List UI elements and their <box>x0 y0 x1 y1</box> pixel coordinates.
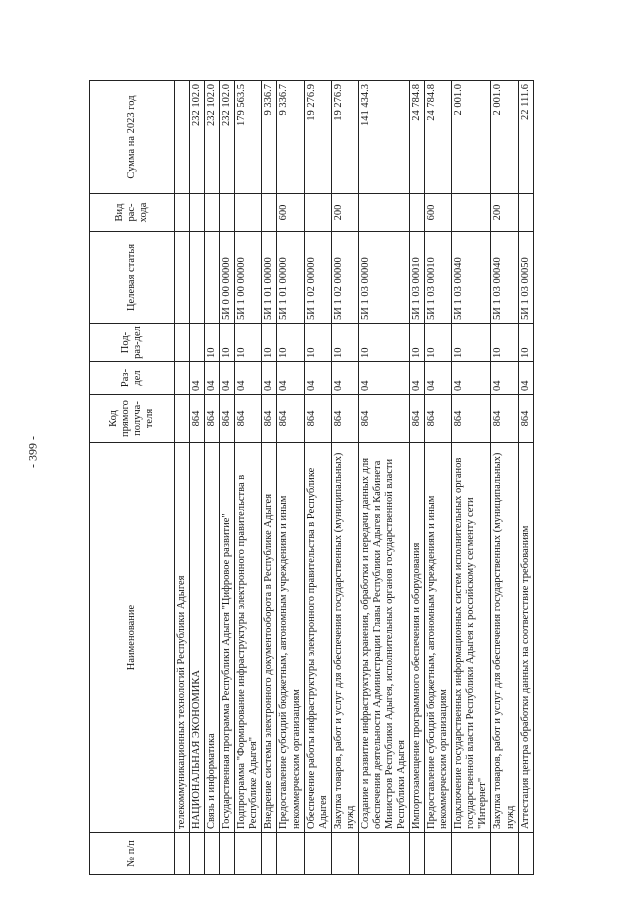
cell-num <box>331 833 358 875</box>
cell-target <box>190 232 205 324</box>
table-row <box>304 81 331 875</box>
cell-name: Закупка товаров, работ и услуг для обеспечения государственных (муниципальных) нужд <box>331 443 358 833</box>
cell-name: Создание и развитие инфраструктуры хранения, обработки и передачи данных для обеспечения деятельности Администрации Главы Республики Адыгея и Кабинета Министров Республики Адыгея, исполнительных органов государственной власти Республики Адыгея <box>358 443 409 833</box>
cell-section: 04 <box>235 362 262 395</box>
cell-name: Подпрограмма "Формирование инфраструктуры электронного правительства в Республике Адыгея" <box>235 443 262 833</box>
cell-target: 5И 1 00 00000 <box>235 232 262 324</box>
table-row <box>277 81 304 875</box>
cell-section: 04 <box>205 362 220 395</box>
table-row <box>452 81 491 875</box>
cell-code: 864 <box>425 395 452 443</box>
cell-exp-type <box>358 194 409 232</box>
cell-num <box>235 833 262 875</box>
cell-subsection: 10 <box>220 324 235 362</box>
cell-section: 04 <box>277 362 304 395</box>
cell-section: 04 <box>518 362 533 395</box>
cell-num <box>175 833 190 875</box>
page-number: - 399 - <box>25 436 40 468</box>
cell-target: 5И 1 03 00050 <box>518 232 533 324</box>
cell-subsection: 10 <box>331 324 358 362</box>
cell-name: Внедрение системы электронного документооборота в Республике Адыгея <box>262 443 277 833</box>
cell-num <box>304 833 331 875</box>
cell-section: 04 <box>425 362 452 395</box>
cell-subsection: 10 <box>425 324 452 362</box>
header-name: Наименование <box>90 443 175 833</box>
cell-code: 864 <box>358 395 409 443</box>
cell-section: 04 <box>190 362 205 395</box>
cell-num <box>518 833 533 875</box>
cell-exp-type: 600 <box>277 194 304 232</box>
cell-amount: 24 784.8 <box>410 81 425 194</box>
cell-code: 864 <box>452 395 491 443</box>
cell-name: Связь и информатика <box>205 443 220 833</box>
header-code: Код прямого получа-теля <box>90 395 175 443</box>
cell-amount: 2 001.0 <box>452 81 491 194</box>
cell-name: Подключение государственных информационных систем исполнительных органов государственной власти Республики Адыгея к российскому сегменту сети "Интернет" <box>452 443 491 833</box>
table-row <box>518 81 533 875</box>
cell-num <box>410 833 425 875</box>
cell-subsection <box>190 324 205 362</box>
cell-name: Аттестация центра обработки данных на соответствие требованиям <box>518 443 533 833</box>
cell-exp-type <box>452 194 491 232</box>
cell-code: 864 <box>205 395 220 443</box>
cell-subsection: 10 <box>518 324 533 362</box>
table-row <box>410 81 425 875</box>
cell-target: 5И 1 03 00000 <box>358 232 409 324</box>
cell-exp-type <box>262 194 277 232</box>
table-row <box>425 81 452 875</box>
cell-amount: 232 102.0 <box>220 81 235 194</box>
cell-num <box>277 833 304 875</box>
cell-section <box>175 362 190 395</box>
cell-name: телекоммуникационных технологий Республики Адыгея <box>175 443 190 833</box>
cell-code: 864 <box>277 395 304 443</box>
cell-code: 864 <box>491 395 518 443</box>
header-section: Раз-дел <box>90 362 175 395</box>
cell-target <box>175 232 190 324</box>
header-row <box>90 81 175 875</box>
header-exp-type: Вид рас-хода <box>90 194 175 232</box>
table-row <box>220 81 235 875</box>
table-row <box>190 81 205 875</box>
cell-amount: 232 102.0 <box>190 81 205 194</box>
cell-exp-type: 600 <box>425 194 452 232</box>
header-subsection: Под-раз-дел <box>90 324 175 362</box>
cell-subsection: 10 <box>491 324 518 362</box>
cell-subsection: 10 <box>205 324 220 362</box>
cell-section: 04 <box>220 362 235 395</box>
cell-amount: 179 563.5 <box>235 81 262 194</box>
table-row <box>358 81 409 875</box>
cell-name: Предоставление субсидий бюджетным, автономным учреждениям и иным некоммерческим организациям <box>277 443 304 833</box>
table-body <box>175 81 534 875</box>
cell-name: Предоставление субсидий бюджетным, автономным учреждениям и иным некоммерческим организациям <box>425 443 452 833</box>
cell-amount <box>175 81 190 194</box>
cell-name: Обеспечение работы инфраструктуры электронного правительства в Республике Адыгея <box>304 443 331 833</box>
cell-target: 5И 1 03 00010 <box>425 232 452 324</box>
cell-name: Импортозамещение программного обеспечения и оборудования <box>410 443 425 833</box>
header-amount: Сумма на 2023 год <box>90 81 175 194</box>
budget-table <box>89 80 534 875</box>
cell-num <box>220 833 235 875</box>
cell-section: 04 <box>331 362 358 395</box>
cell-num <box>205 833 220 875</box>
cell-code: 864 <box>518 395 533 443</box>
cell-exp-type: 200 <box>491 194 518 232</box>
cell-subsection: 10 <box>304 324 331 362</box>
cell-target: 5И 1 02 00000 <box>304 232 331 324</box>
cell-amount: 232 102.0 <box>205 81 220 194</box>
cell-target: 5И 1 01 00000 <box>277 232 304 324</box>
cell-amount: 9 336.7 <box>277 81 304 194</box>
header-num: № п/п <box>90 833 175 875</box>
cell-exp-type <box>304 194 331 232</box>
cell-subsection <box>175 324 190 362</box>
cell-target: 5И 1 03 00040 <box>452 232 491 324</box>
cell-subsection: 10 <box>358 324 409 362</box>
cell-code: 864 <box>190 395 205 443</box>
cell-code: 864 <box>262 395 277 443</box>
cell-num <box>425 833 452 875</box>
cell-exp-type <box>410 194 425 232</box>
header-target: Целевая статья <box>90 232 175 324</box>
cell-target: 5И 1 02 00000 <box>331 232 358 324</box>
cell-code: 864 <box>304 395 331 443</box>
cell-code: 864 <box>235 395 262 443</box>
cell-section: 04 <box>452 362 491 395</box>
cell-code <box>175 395 190 443</box>
cell-amount: 22 111.6 <box>518 81 533 194</box>
cell-num <box>452 833 491 875</box>
cell-code: 864 <box>410 395 425 443</box>
cell-exp-type <box>235 194 262 232</box>
table-row <box>175 81 190 875</box>
cell-section: 04 <box>304 362 331 395</box>
cell-target: 5И 1 01 00000 <box>262 232 277 324</box>
cell-amount: 141 434.3 <box>358 81 409 194</box>
cell-subsection: 10 <box>277 324 304 362</box>
cell-exp-type <box>220 194 235 232</box>
cell-code: 864 <box>331 395 358 443</box>
cell-target <box>205 232 220 324</box>
budget-table-container <box>89 81 551 875</box>
cell-num <box>262 833 277 875</box>
cell-subsection: 10 <box>410 324 425 362</box>
table-row <box>235 81 262 875</box>
cell-amount: 9 336.7 <box>262 81 277 194</box>
cell-amount: 24 784.8 <box>425 81 452 194</box>
table-row <box>331 81 358 875</box>
cell-section: 04 <box>410 362 425 395</box>
cell-num <box>491 833 518 875</box>
cell-code: 864 <box>220 395 235 443</box>
cell-exp-type <box>175 194 190 232</box>
cell-exp-type <box>518 194 533 232</box>
cell-num <box>358 833 409 875</box>
cell-num <box>190 833 205 875</box>
cell-subsection: 10 <box>262 324 277 362</box>
cell-target: 5И 0 00 00000 <box>220 232 235 324</box>
cell-exp-type <box>190 194 205 232</box>
cell-amount: 2 001.0 <box>491 81 518 194</box>
cell-amount: 19 276.9 <box>331 81 358 194</box>
table-row <box>262 81 277 875</box>
cell-section: 04 <box>491 362 518 395</box>
cell-name: Государственная программа Республики Адыгея "Цифровое развитие" <box>220 443 235 833</box>
cell-section: 04 <box>262 362 277 395</box>
cell-name: НАЦИОНАЛЬНАЯ ЭКОНОМИКА <box>190 443 205 833</box>
cell-exp-type: 200 <box>331 194 358 232</box>
cell-amount: 19 276.9 <box>304 81 331 194</box>
cell-target: 5И 1 03 00010 <box>410 232 425 324</box>
table-row <box>491 81 518 875</box>
cell-exp-type <box>205 194 220 232</box>
cell-section: 04 <box>358 362 409 395</box>
cell-name: Закупка товаров, работ и услуг для обеспечения государственных (муниципальных) нужд <box>491 443 518 833</box>
cell-subsection: 10 <box>452 324 491 362</box>
table-row <box>205 81 220 875</box>
cell-target: 5И 1 03 00040 <box>491 232 518 324</box>
cell-subsection: 10 <box>235 324 262 362</box>
